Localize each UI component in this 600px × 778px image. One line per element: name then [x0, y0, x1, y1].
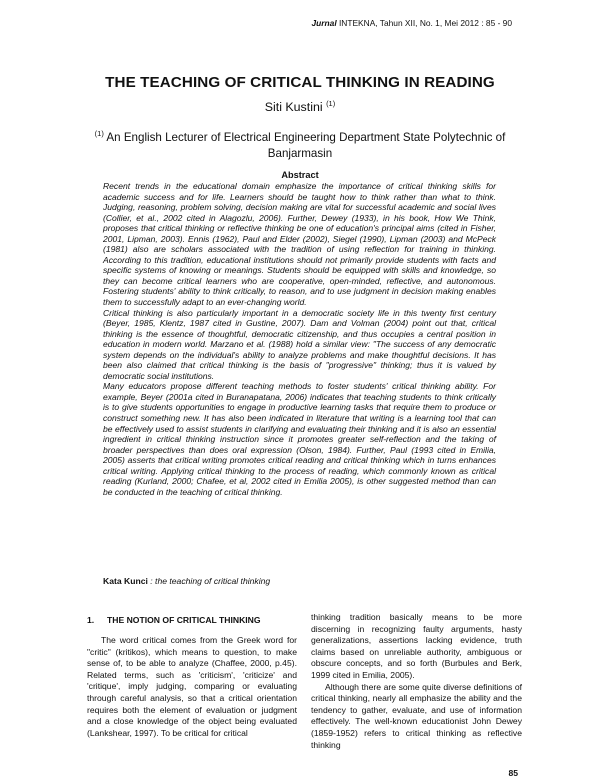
section-heading	[87, 615, 261, 625]
section-number: 1.	[87, 615, 95, 625]
body-paragraph: Although there are some quite diverse definitions of critical thinking, nearly all emphasize the ability and the tendency to gather, evaluate, and use of information effectively. The well-known educationist John Dewey (1859-1952) refers to critical thinking as reflective thinking	[311, 681, 522, 750]
paper-title: THE TEACHING OF CRITICAL THINKING IN READING	[105, 74, 495, 91]
journal-name: Jurnal	[311, 18, 337, 28]
journal-issue: INTEKNA, Tahun XII, No. 1, Mei 2012 : 85 - 90	[338, 18, 512, 28]
affiliation	[70, 126, 530, 162]
keywords-value: : the teaching of critical thinking	[150, 576, 271, 586]
abstract-body	[103, 181, 496, 497]
abstract-paragraph: Many educators propose different teaching methods to foster students' critical thinking ability. For example, Beyer (2001a cited in Buranapatana, 2006) indicates that teaching students to think critically is to give students opportunities to engage in productive learning tasks that require them to produce or construct something new. It has also been indicated in literature that writing is a learning tool that can be effectively used to assist students in clarifying and evaluating their thinking and it is also an essential ingredient in critical thinking instruction since it promotes greater self-reflection and the taking of broader perspectives than does oral expression (Olson, 1984). Further, Paul (1993 cited in Emilia, 2005) asserts that critical writing promotes critical reading and critical thinking which in turns enhances critical writing. Applying critical thinking to the process of reading, which commonly known as critical reading (Kurland, 2000; Chafee, et al, 2002 cited in Emilia 2005), is other suggested method than can be conducted in the teaching of critical thinking.	[103, 381, 496, 497]
page-number: 85	[508, 768, 518, 778]
keywords-label: Kata Kunci	[103, 576, 148, 586]
section-title: THE NOTION OF CRITICAL THINKING	[107, 615, 261, 625]
running-header	[312, 18, 512, 28]
body-column-right	[311, 612, 522, 751]
author-name: Siti Kustini	[264, 100, 323, 114]
keywords	[103, 576, 270, 586]
abstract-paragraph: Critical thinking is also particularly important in a democratic society life in this twenty first century (Beyer, 1985, Klentz, 1987 cited in Gustine, 2007). Dam and Volman (2004) point out that, critical thinking is the essence of thoughtful, democratic citizenship, and thus occupies a central position in education in modern world. Marzano et al. (1988) hold a similar view: "The success of any democratic system depends on the individual's ability to analyze problems and make thoughtful decisions. It has been also claimed that critical thinking is the basis of "progressive" thinking; thus it is valued by democratic social institutions.	[103, 307, 496, 381]
affiliation-text: An English Lecturer of Electrical Engineering Department State Polytechnic of Banjarmasin	[106, 131, 506, 160]
body-paragraph: thinking tradition basically means to be more discerning in recognizing faulty arguments, hasty generalizations, assertions lacking evidence, truth claims based on unreliable authority, ambiguous or obscure concepts, and so forth (Burbules and Berk, 1999 cited in Emilia, 2005).	[311, 612, 522, 680]
body-paragraph: The word critical comes from the Greek word for "critic" (kritikos), which means to question, to make sense of, to be able to analyze (Chaffee, 2000, p.45). Related terms, such as 'criticism', 'criticize' and 'critique', imply judging, comparing or evaluating through careful analysis, so that a critical orientation requires both the element of evaluation or judgment and a close knowledge of the object being evaluated (Lankshear, 1997). To be critical for critical	[87, 635, 297, 738]
abstract-paragraph: Recent trends in the educational domain emphasize the importance of critical thinking skills for academic success and for life. Learners should be taught how to think rather than what to think. Judging, reasoning, problem solving, decision making are vital for successful academic and social lives (Collier, et al., 2002 cited in Alagozlu, 2006). Further, Dewey (1933), in his book, How We Think, proposes that critical thinking or reflective thinking be one of education's principal aims (cited in Fisher, 2001, Lipman, 2003). Ennis (1962), Paul and Elder (2002), Siegel (1990), Lipman (2003) and McPeck (1981) also are scholars associated with the tradition of using reflection for training in thinking. According to this tradition, educational institutions should not primarily provide students with facts and specific systems of knowing or meanings. Students should be equipped with skills and knowledge, so they can become critical learners who are cooperative, open-minded, reflective, and autonomous. Fostering students' ability to think critically, to reason, and to use judgment in decision making enables them to successfully adapt to an ever-changing world.	[103, 181, 496, 308]
affiliation-mark: (1)	[94, 129, 104, 138]
abstract-heading: Abstract	[281, 170, 319, 180]
author-line	[0, 99, 600, 114]
body-column-left	[87, 635, 297, 739]
author-mark: (1)	[326, 99, 336, 108]
